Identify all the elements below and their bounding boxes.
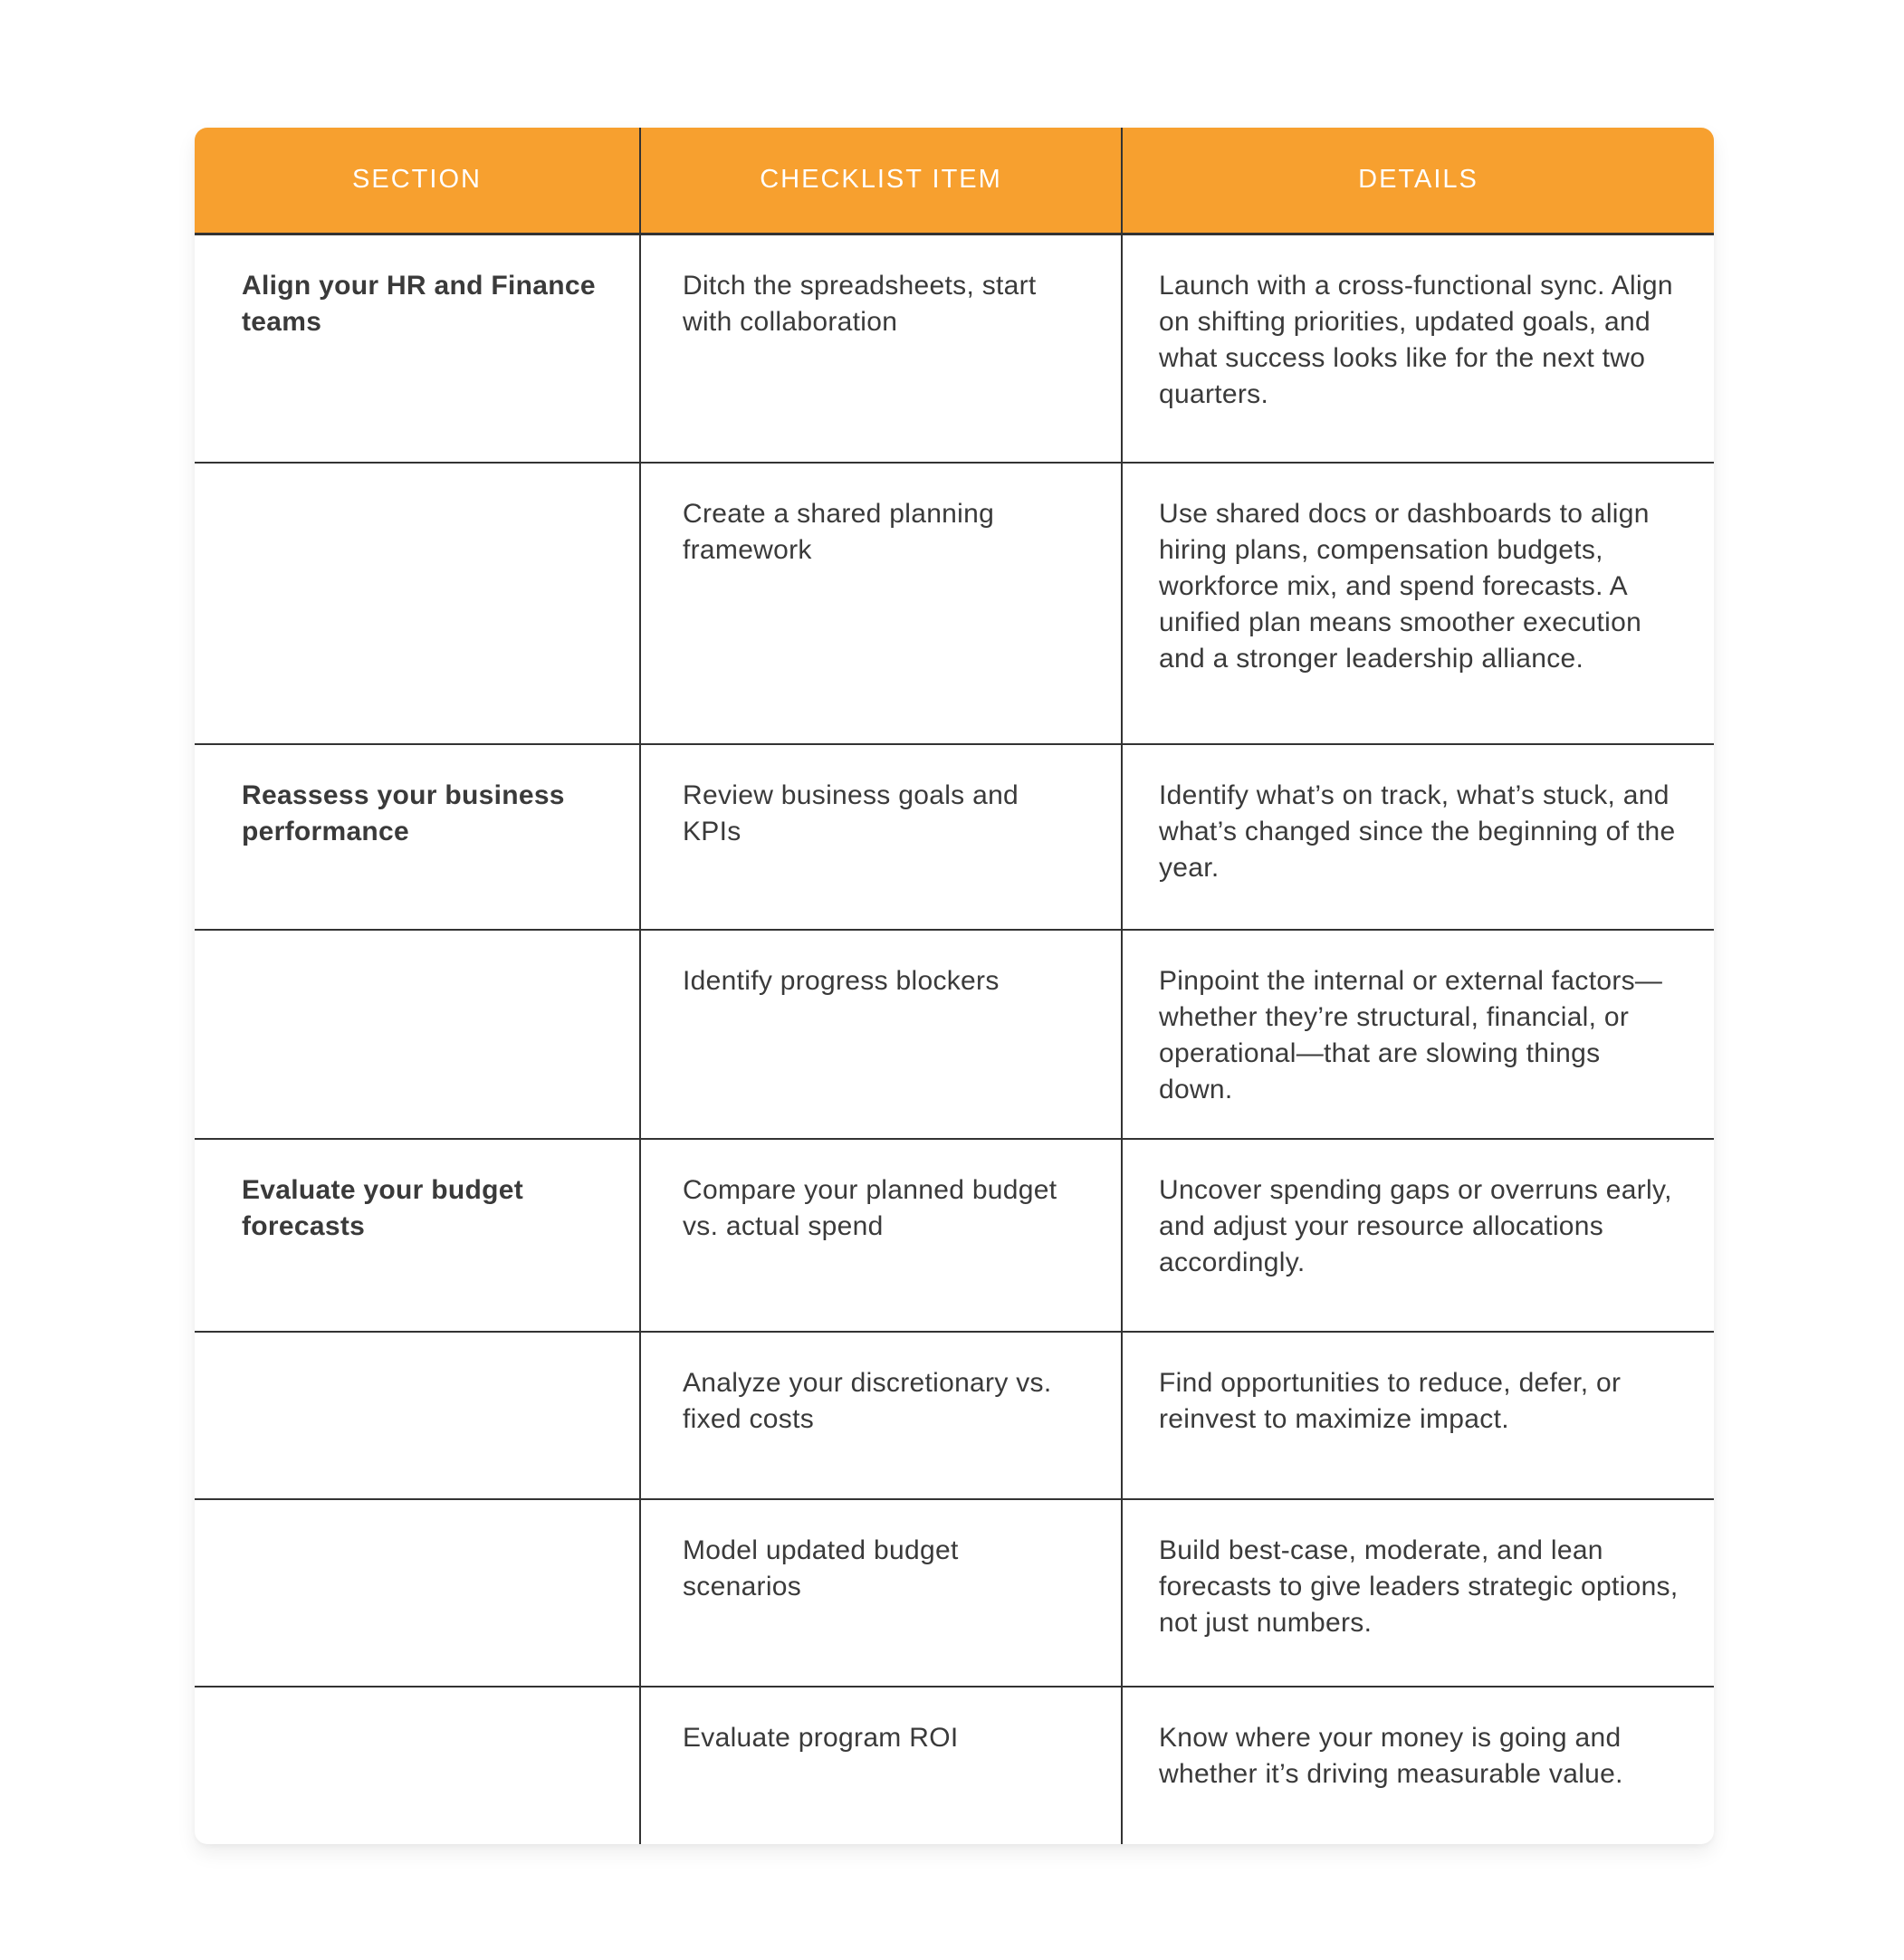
row-details: Launch with a cross-functional sync. Align on shifting priorities, updated goals, and what success looks like for the next two quarters. [1122, 234, 1714, 463]
table-row [195, 463, 1714, 744]
row-checklist-item: Compare your planned budget vs. actual spend [640, 1139, 1122, 1332]
table-row [195, 1499, 1714, 1687]
row-checklist-item: Ditch the spreadsheets, start with collaboration [640, 234, 1122, 463]
row-section: Reassess your business performance [195, 744, 640, 930]
checklist-table [195, 128, 1714, 1844]
row-section [195, 1332, 640, 1499]
table-row [195, 744, 1714, 930]
header-details: DETAILS [1122, 128, 1714, 234]
header-section: SECTION [195, 128, 640, 234]
row-checklist-item: Evaluate program ROI [640, 1687, 1122, 1844]
row-section: Align your HR and Finance teams [242, 270, 596, 337]
row-section [195, 463, 640, 744]
checklist-table-card [195, 128, 1714, 1844]
table-row [195, 1332, 1714, 1499]
row-details: Find opportunities to reduce, defer, or reinvest to maximize impact. [1122, 1332, 1714, 1499]
row-section [195, 1499, 640, 1687]
row-section [195, 1687, 640, 1844]
row-details: Know where your money is going and whether it’s driving measurable value. [1122, 1687, 1714, 1844]
table-row [195, 930, 1714, 1139]
row-section: Evaluate your budget forecasts [195, 1139, 640, 1332]
table-row [195, 1139, 1714, 1332]
row-section [195, 930, 640, 1139]
row-details: Build best-case, moderate, and lean forecasts to give leaders strategic options, not just numbers. [1122, 1499, 1714, 1687]
row-checklist-item: Model updated budget scenarios [640, 1499, 1122, 1687]
row-details: Use shared docs or dashboards to align hiring plans, compensation budgets, workforce mix, and spend forecasts. A unified plan means smoother execution and a stronger leadership alliance. [1122, 463, 1714, 744]
row-details: Identify what’s on track, what’s stuck, and what’s changed since the beginning of the year. [1122, 744, 1714, 930]
row-details: Uncover spending gaps or overruns early, and adjust your resource allocations accordingly. [1122, 1139, 1714, 1332]
row-checklist-item: Identify progress blockers [640, 930, 1122, 1139]
row-details: Pinpoint the internal or external factors—whether they’re structural, financial, or operational—that are slowing things down. [1122, 930, 1714, 1139]
header-checklist-item: CHECKLIST ITEM [640, 128, 1122, 234]
table-row [195, 1687, 1714, 1844]
table-header-row [195, 128, 1714, 234]
row-checklist-item: Create a shared planning framework [640, 463, 1122, 744]
row-checklist-item: Review business goals and KPIs [640, 744, 1122, 930]
row-checklist-item: Analyze your discretionary vs. fixed costs [640, 1332, 1122, 1499]
table-row [195, 234, 1714, 463]
